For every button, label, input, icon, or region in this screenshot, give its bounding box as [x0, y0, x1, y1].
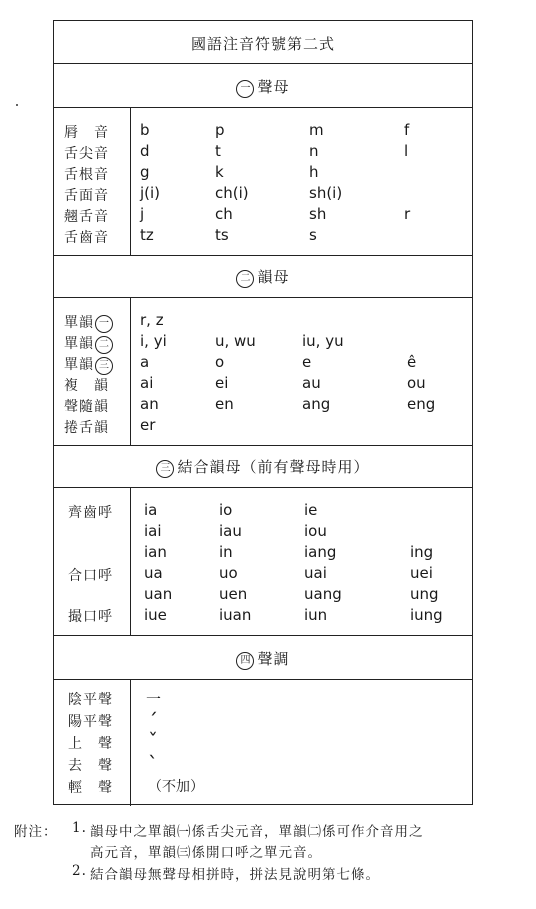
- cell: j(i): [140, 184, 161, 202]
- cell: s: [309, 226, 317, 244]
- cell: in: [219, 543, 233, 561]
- cell: ian: [144, 543, 167, 561]
- cell: io: [219, 501, 233, 519]
- row-label: 陽平聲: [68, 714, 113, 730]
- cell: p: [215, 121, 225, 139]
- cell: an: [140, 395, 159, 413]
- circled-number: 二: [236, 270, 254, 288]
- cell: d: [140, 142, 150, 160]
- column-divider: [130, 297, 131, 445]
- section-label: 聲母: [257, 78, 290, 96]
- cell: j: [140, 205, 145, 223]
- cell: iau: [219, 522, 242, 540]
- cell: ou: [407, 374, 426, 392]
- chart-table: [53, 20, 473, 805]
- cell: uang: [304, 585, 342, 603]
- row-label: 舌根音: [64, 167, 109, 183]
- rule: [54, 107, 472, 108]
- cell: b: [140, 121, 150, 139]
- cell: au: [302, 374, 321, 392]
- circled-number: 三: [156, 460, 174, 478]
- cell: iou: [304, 522, 327, 540]
- circled-number: 一: [236, 80, 254, 98]
- cell: sh: [309, 205, 327, 223]
- cell: r: [404, 205, 411, 223]
- section-header-combined: [54, 456, 472, 478]
- cell: ei: [215, 374, 229, 392]
- cell: h: [309, 163, 319, 181]
- row-label: 去 聲: [68, 758, 113, 774]
- note-number: 1.: [72, 820, 87, 836]
- row-label: 齊齒呼: [68, 505, 113, 521]
- cell: k: [215, 163, 224, 181]
- cell: a: [140, 353, 150, 371]
- cell: tz: [140, 226, 154, 244]
- page-title: 國語注音符號第二式: [190, 35, 335, 53]
- cell: eng: [407, 395, 436, 413]
- cell: iang: [304, 543, 337, 561]
- cell: f: [404, 121, 410, 139]
- section-label: 韻母: [257, 268, 290, 286]
- column-divider: [130, 107, 131, 255]
- cell: g: [140, 163, 150, 181]
- note-text: 高元音，單韻㈢係開口呼之單元音。: [90, 845, 322, 861]
- row-label: 脣 音: [64, 125, 109, 141]
- cell: m: [309, 121, 324, 139]
- cell: uan: [144, 585, 173, 603]
- cell: iuan: [219, 606, 252, 624]
- tone-mark: （不加）: [148, 779, 204, 795]
- row-label: 舌面音: [64, 188, 109, 204]
- rule: [54, 679, 472, 680]
- row-label: [64, 333, 116, 354]
- cell: iu, yu: [302, 332, 344, 350]
- section-header-finals: [54, 266, 472, 288]
- circled-number: 三: [95, 357, 113, 375]
- row-label: 翹舌音: [64, 209, 109, 225]
- column-divider: [130, 487, 131, 635]
- cell: t: [215, 142, 221, 160]
- row-label: 複 韻: [64, 378, 109, 394]
- row-label: 陰平聲: [68, 692, 113, 708]
- cell: iue: [144, 606, 167, 624]
- cell: r, z: [140, 311, 164, 329]
- cell: ua: [144, 564, 163, 582]
- cell: uen: [219, 585, 248, 603]
- cell: iun: [304, 606, 328, 624]
- cell: en: [215, 395, 234, 413]
- cell: ts: [215, 226, 229, 244]
- row-label: 撮口呼: [68, 609, 113, 625]
- tone-mark: ˇ: [148, 729, 158, 753]
- cell: n: [309, 142, 319, 160]
- note-text: 韻母中之單韻㈠係舌尖元音，單韻㈡係可作介音用之: [90, 824, 424, 840]
- section-header-tones: [54, 648, 472, 670]
- cell: iung: [410, 606, 443, 624]
- circled-number: 一: [95, 315, 113, 333]
- row-label-text: 單韻: [64, 315, 94, 331]
- row-label: 舌尖音: [64, 146, 109, 162]
- cell: er: [140, 416, 156, 434]
- tone-mark: 一: [146, 690, 162, 708]
- circled-number: 四: [236, 652, 254, 670]
- row-label: [64, 354, 116, 375]
- cell: ch: [215, 205, 233, 223]
- cell: sh(i): [309, 184, 343, 202]
- section-header-initials: [54, 76, 472, 98]
- rule: [54, 487, 472, 488]
- cell: ai: [140, 374, 154, 392]
- cell: uei: [410, 564, 433, 582]
- note-text: 結合韻母無聲母相拼時，拼法見說明第七條。: [90, 867, 380, 883]
- row-label: 輕 聲: [68, 780, 113, 796]
- row-label-text: 單韻: [64, 357, 94, 373]
- notes-prefix: 附注：: [14, 824, 58, 840]
- rule: [54, 255, 472, 256]
- column-divider: [130, 679, 131, 806]
- cell: uo: [219, 564, 238, 582]
- cell: ung: [410, 585, 439, 603]
- rule: [54, 635, 472, 636]
- section-label: 聲調: [257, 650, 290, 668]
- row-label: [64, 312, 116, 333]
- row-label: 聲隨韻: [64, 399, 109, 415]
- cell: ing: [410, 543, 434, 561]
- cell: ê: [407, 353, 417, 371]
- note-number: 2.: [72, 863, 87, 879]
- circled-number: 二: [95, 336, 113, 354]
- row-label: 捲舌韻: [64, 420, 109, 436]
- cell: o: [215, 353, 225, 371]
- cell: ia: [144, 501, 158, 519]
- rule: [54, 297, 472, 298]
- tone-mark: ˊ: [148, 709, 158, 733]
- cell: u, wu: [215, 332, 256, 350]
- cell: i, yi: [140, 332, 167, 350]
- row-label-text: 單韻: [64, 336, 94, 352]
- cell: uai: [304, 564, 327, 582]
- cell: e: [302, 353, 312, 371]
- cell: iai: [144, 522, 162, 540]
- section-label: 結合韻母（前有聲母時用）: [177, 458, 370, 476]
- row-label: 合口呼: [68, 568, 113, 584]
- cell: l: [404, 142, 409, 160]
- rule: [54, 63, 472, 64]
- rule: [54, 445, 472, 446]
- cell: ie: [304, 501, 318, 519]
- cell: ch(i): [215, 184, 249, 202]
- tone-mark: ˋ: [148, 752, 158, 776]
- row-label: 上 聲: [68, 736, 113, 752]
- row-label: 舌齒音: [64, 230, 109, 246]
- cell: ang: [302, 395, 331, 413]
- scan-speck: [16, 104, 18, 106]
